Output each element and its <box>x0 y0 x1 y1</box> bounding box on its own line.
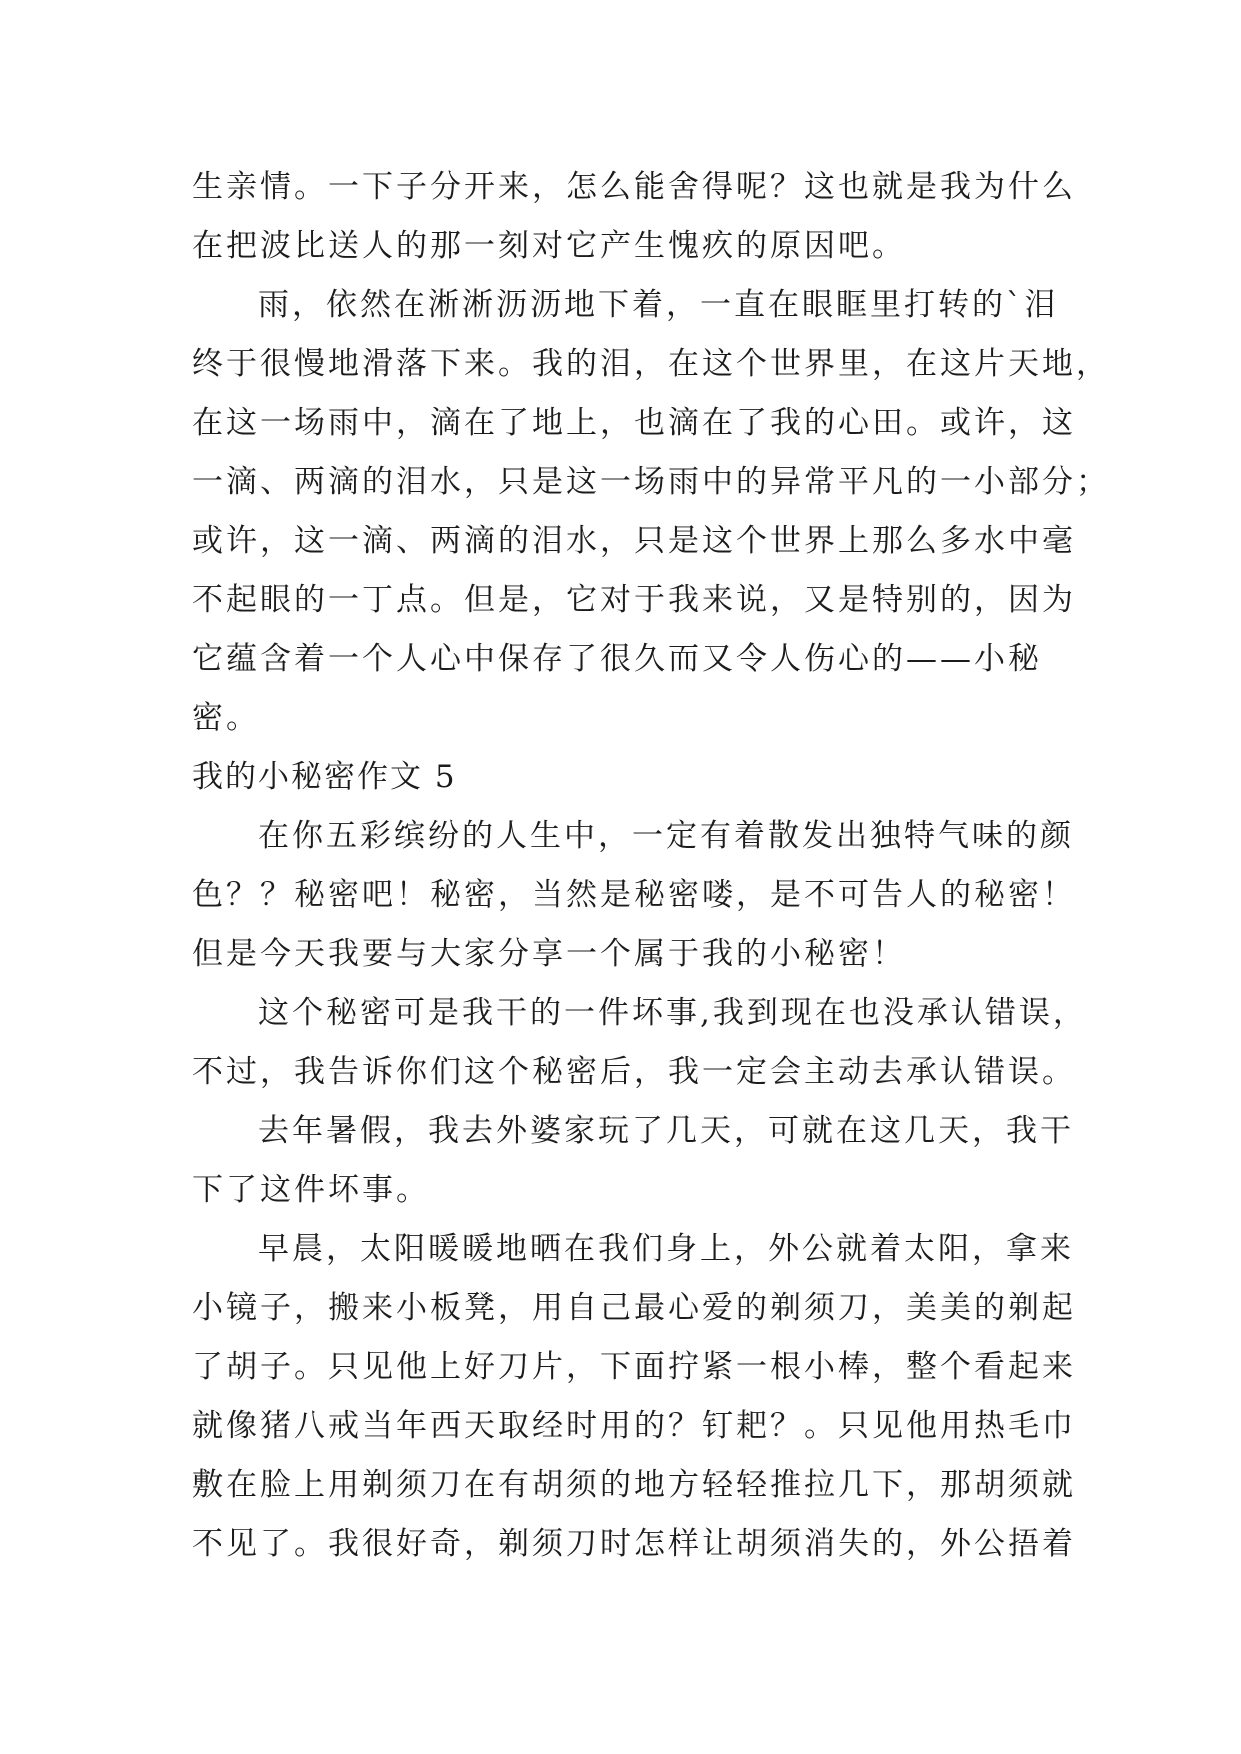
text-line: 不过，我告诉你们这个秘密后，我一定会主动去承认错误。 <box>192 1054 1076 1090</box>
text-line: 不起眼的一丁点。但是，它对于我来说，又是特别的，因为 <box>192 582 1076 618</box>
text-line: 但是今天我要与大家分享一个属于我的小秘密！ <box>192 936 906 972</box>
text-line: 了胡子。只见他上好刀片，下面拧紧一根小棒，整个看起来 <box>192 1349 1076 1385</box>
text-line: 敷在脸上用剃须刀在有胡须的地方轻轻推拉几下，那胡须就 <box>192 1467 1076 1503</box>
paragraph-first-line: 在你五彩缤纷的人生中，一定有着散发出独特气味的颜 <box>258 818 1074 854</box>
section-heading: 我的小秘密作文 5 <box>192 759 457 795</box>
paragraph-first-line: 去年暑假，我去外婆家玩了几天，可就在这几天，我干 <box>258 1113 1074 1149</box>
text-line: 密。 <box>192 700 260 736</box>
text-line: 不见了。我很好奇，剃须刀时怎样让胡须消失的，外公捂着 <box>192 1526 1076 1562</box>
text-line: 色？？秘密吧！秘密，当然是秘密喽，是不可告人的秘密！ <box>192 877 1076 913</box>
text-line: 终于很慢地滑落下来。我的泪，在这个世界里，在这片天地， <box>192 346 1110 382</box>
text-line: 一滴、两滴的泪水，只是这一场雨中的异常平凡的一小部分； <box>192 464 1110 500</box>
paragraph-first-line: 早晨，太阳暖暖地晒在我们身上，外公就着太阳，拿来 <box>258 1231 1074 1267</box>
text-line: 下了这件坏事。 <box>192 1172 430 1208</box>
document-body <box>192 158 1110 1574</box>
text-line: 小镜子，搬来小板凳，用自己最心爱的剃须刀，美美的剃起 <box>192 1290 1076 1326</box>
text-line: 在把波比送人的那一刻对它产生愧疚的原因吧。 <box>192 228 906 264</box>
text-line: 或许，这一滴、两滴的泪水，只是这个世界上那么多水中毫 <box>192 523 1076 559</box>
paragraph-first-line: 这个秘密可是我干的一件坏事,我到现在也没承认错误， <box>258 995 1087 1031</box>
text-line: 就像猪八戒当年西天取经时用的？钉耙？。只见他用热毛巾 <box>192 1408 1076 1444</box>
paragraph-first-line: 雨，依然在淅淅沥沥地下着，一直在眼眶里打转的`泪 <box>258 287 1059 323</box>
text-line: 生亲情。一下子分开来，怎么能舍得呢？这也就是我为什么 <box>192 169 1076 205</box>
text-line: 它蕴含着一个人心中保存了很久而又令人伤心的——小秘 <box>192 641 1042 677</box>
text-line: 在这一场雨中，滴在了地上，也滴在了我的心田。或许，这 <box>192 405 1076 441</box>
